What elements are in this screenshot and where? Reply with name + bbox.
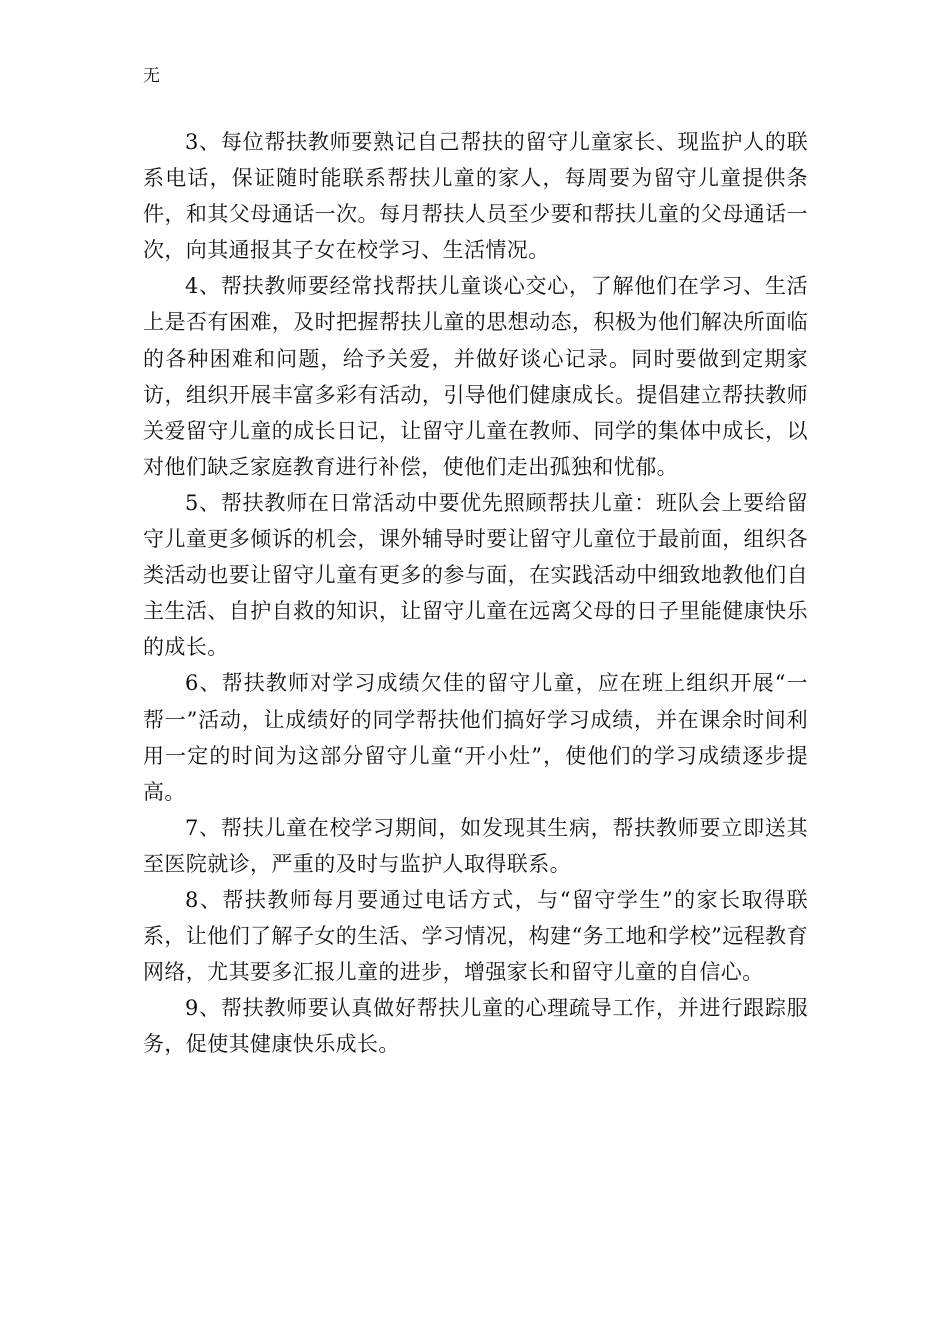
paragraph-3: 3、每位帮扶教师要熟记自己帮扶的留守儿童家长、现监护人的联系电话，保证随时能联系帮扶儿童的家人，每周要为留守儿童提供条件，和其父母通话一次。每月帮扶人员至少要和帮扶儿童的父母通话一次，向其通报其子女在校学习、生活情况。 (143, 130, 808, 263)
paragraph-9: 9、帮扶教师要认真做好帮扶儿童的心理疏导工作，并进行跟踪服务，促使其健康快乐成长。 (143, 996, 808, 1057)
paragraph-7: 7、帮扶儿童在校学习期间，如发现其生病，帮扶教师要立即送其至医院就诊，严重的及时与监护人取得联系。 (143, 815, 808, 876)
page-header: 无 (143, 66, 160, 86)
document-body (143, 124, 808, 1062)
paragraph-4: 4、帮扶教师要经常找帮扶儿童谈心交心，了解他们在学习、生活上是否有困难，及时把握帮扶儿童的思想动态，积极为他们解决所面临的各种困难和问题，给予关爱，并做好谈心记录。同时要做到定期家访，组织开展丰富多彩有活动，引导他们健康成长。提倡建立帮扶教师关爱留守儿童的成长日记，让留守儿童在教师、同学的集体中成长，以对他们缺乏家庭教育进行补偿，使他们走出孤独和忧郁。 (143, 274, 808, 479)
paragraph-5: 5、帮扶教师在日常活动中要优先照顾帮扶儿童：班队会上要给留守儿童更多倾诉的机会，课外辅导时要让留守儿童位于最前面，组织各类活动也要让留守儿童有更多的参与面，在实践活动中细致地教他们自主生活、自护自救的知识，让留守儿童在远离父母的日子里能健康快乐的成长。 (143, 490, 808, 660)
paragraph-6: 6、帮扶教师对学习成绩欠佳的留守儿童，应在班上组织开展“一帮一”活动，让成绩好的同学帮扶他们搞好学习成绩，并在课余时间利用一定的时间为这部分留守儿童“开小灶”，使他们的学习成绩逐步提高。 (143, 671, 808, 804)
paragraph-8: 8、帮扶教师每月要通过电话方式，与“留守学生”的家长取得联系，让他们了解子女的生活、学习情况，构建“务工地和学校”远程教育网络，尤其要多汇报儿童的进步，增强家长和留守儿童的自信心。 (143, 887, 808, 985)
